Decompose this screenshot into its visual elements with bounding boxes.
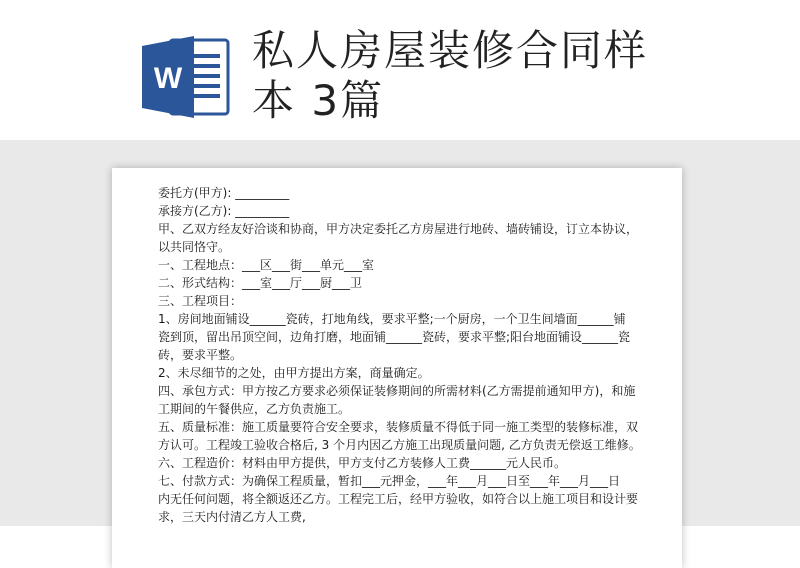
document-line: 以共同恪守。 bbox=[158, 240, 231, 254]
document-line: 六、工程造价：材料由甲方提供，甲方支付乙方装修人工费______元人民币。 bbox=[158, 456, 567, 470]
document-line: 甲、乙双方经友好洽谈和协商，甲方决定委托乙方房屋进行地砖、墙砖铺设，订立本协议， bbox=[158, 222, 639, 236]
page-title bbox=[252, 26, 732, 126]
word-icon bbox=[140, 34, 232, 120]
document-line: 方认可。工程竣工验收合格后, 3 个月内因乙方施工出现质量问题, 乙方负责无偿返工维修。 bbox=[158, 438, 641, 452]
document-line: 求，三天内付清乙方人工费, bbox=[158, 510, 306, 524]
document-page bbox=[112, 168, 682, 568]
document-body bbox=[158, 184, 646, 526]
document-line: 1、房间地面铺设______瓷砖，打地角线，要求平整;一个厨房，一个卫生间墙面______铺 bbox=[158, 312, 626, 326]
document-line: 七、付款方式：为确保工程质量，暂扣___元押金，___年___月___日至___年___月___日 bbox=[158, 474, 621, 488]
document-line: 工期间的午餐供应，乙方负责施工。 bbox=[158, 402, 351, 416]
document-line: 砖，要求平整。 bbox=[158, 348, 243, 362]
document-line: 一、工程地点：___区___街___单元___室 bbox=[158, 258, 375, 272]
document-line: 二、形式结构：___室___厅___厨___卫 bbox=[158, 276, 363, 290]
word-logo-letter: W bbox=[153, 62, 183, 95]
document-line: 三、工程项目： bbox=[158, 294, 243, 308]
document-line: 承接方(乙方): _________ bbox=[158, 204, 290, 218]
document-line: 五、质量标准：施工质量要符合安全要求，装修质量不得低于同一施工类型的装修标准，双 bbox=[158, 420, 639, 434]
document-line: 内无任何问题，将全额返还乙方。工程完工后，经甲方验收，如符合以上施工项目和设计要 bbox=[158, 492, 639, 506]
header bbox=[0, 0, 800, 140]
title-line-2: 本 3篇 bbox=[252, 76, 385, 125]
title-line-1: 私人房屋装修合同样 bbox=[252, 26, 649, 75]
document-line: 委托方(甲方): _________ bbox=[158, 186, 290, 200]
document-line: 瓷到顶，留出吊顶空间，边角打磨，地面铺______瓷砖，要求平整;阳台地面铺设______瓷 bbox=[158, 330, 631, 344]
document-line: 2、未尽细节的之处，由甲方提出方案，商量确定。 bbox=[158, 366, 430, 380]
document-line: 四、承包方式：甲方按乙方要求必须保证装修期间的所需材料(乙方需提前通知甲方)，和施 bbox=[158, 384, 636, 398]
